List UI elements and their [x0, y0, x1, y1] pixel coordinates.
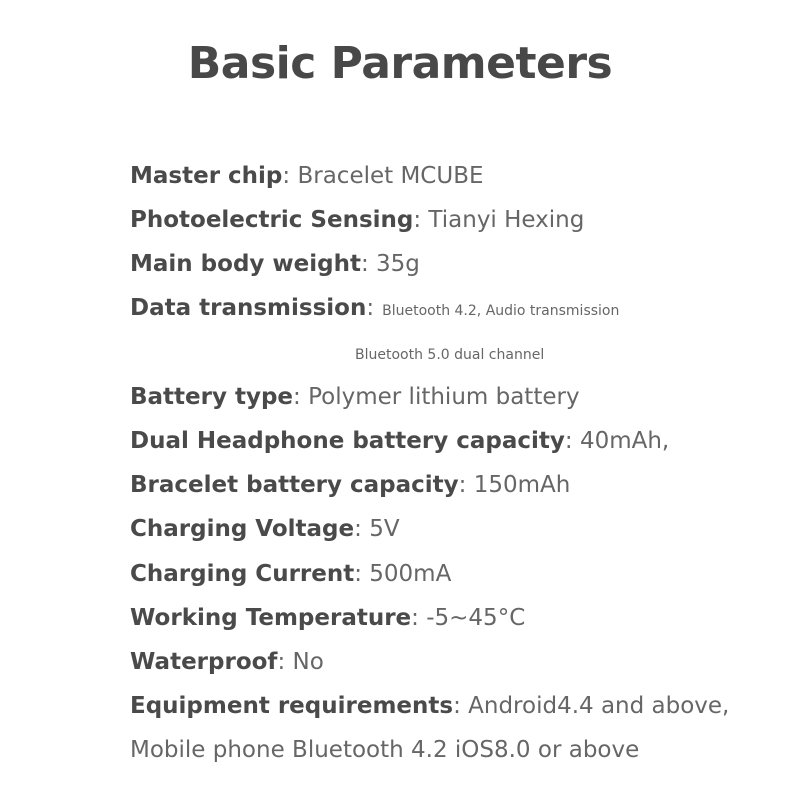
spec-value: 5V — [369, 516, 400, 542]
spec-row-equipment-requirements — [130, 693, 729, 719]
spec-separator: : — [354, 516, 362, 542]
spec-value: -5~45°C — [426, 605, 526, 631]
spec-value: 40mAh, — [579, 428, 670, 454]
spec-label: Working Temperature — [130, 605, 412, 631]
spec-value: 150mAh — [473, 472, 571, 498]
spec-label: Photoelectric Sensing — [130, 207, 414, 233]
spec-value-continuation: Mobile phone Bluetooth 4.2 iOS8.0 or above — [130, 737, 640, 763]
spec-label: Bracelet battery capacity — [130, 472, 459, 498]
spec-label: Battery type — [130, 384, 294, 410]
spec-value: Tianyi Hexing — [428, 207, 585, 233]
spec-separator: : — [453, 693, 461, 719]
spec-row-bracelet-battery-capacity — [130, 472, 570, 498]
spec-value: 35g — [376, 251, 420, 277]
spec-separator: : — [354, 561, 362, 587]
spec-row-working-temperature — [130, 605, 525, 631]
spec-separator: : — [293, 384, 301, 410]
spec-value: Bluetooth 4.2, Audio transmission — [382, 303, 620, 319]
spec-row-charging-voltage — [130, 516, 400, 542]
spec-row-main-body-weight — [130, 251, 420, 277]
page-title: Basic Parameters — [187, 38, 613, 89]
spec-value-continuation: Bluetooth 5.0 dual channel — [355, 347, 545, 363]
spec-value: No — [292, 649, 324, 675]
spec-row-battery-type — [130, 384, 580, 410]
spec-value: Android4.4 and above, — [468, 693, 730, 719]
spec-row-master-chip — [130, 163, 484, 189]
spec-separator: : — [411, 605, 419, 631]
spec-label: Equipment requirements — [130, 693, 454, 719]
spec-value: Polymer lithium battery — [308, 384, 580, 410]
spec-separator: : — [413, 207, 422, 233]
spec-label: Main body weight — [130, 251, 361, 277]
spec-label: Dual Headphone battery capacity — [130, 428, 565, 454]
spec-row-data-transmission — [130, 295, 619, 321]
spec-label: Charging Voltage — [130, 516, 355, 542]
spec-row-charging-current — [130, 561, 451, 587]
spec-separator: : — [360, 251, 369, 277]
spec-label: Master chip — [130, 163, 283, 189]
spec-separator: : — [366, 295, 375, 321]
spec-label: Waterproof — [130, 649, 278, 675]
spec-row-headphone-battery-capacity — [130, 428, 669, 454]
spec-separator: : — [564, 428, 573, 454]
spec-separator: : — [458, 472, 467, 498]
spec-separator: : — [277, 649, 286, 675]
spec-row-waterproof — [130, 649, 324, 675]
spec-row-photoelectric-sensing — [130, 207, 584, 233]
spec-value: Bracelet MCUBE — [297, 163, 484, 189]
spec-label: Charging Current — [130, 561, 355, 587]
spec-separator: : — [282, 163, 291, 189]
spec-label: Data transmission — [130, 295, 367, 321]
spec-value: 500mA — [369, 561, 452, 587]
